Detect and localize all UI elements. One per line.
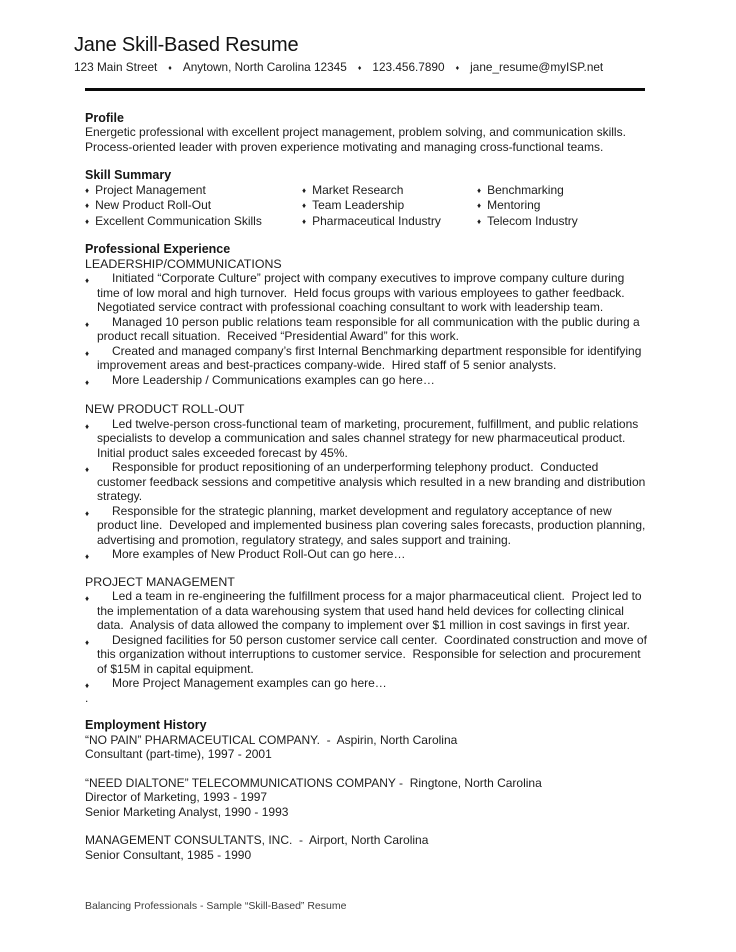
experience-group-title: PROJECT MANAGEMENT (85, 574, 235, 589)
bullet-text: More Leadership / Communications examples can go here… (112, 372, 435, 387)
contact-email: jane_resume@myISP.net (470, 60, 604, 74)
experience-heading: Professional Experience (85, 242, 231, 256)
diamond-bullet-icon: ♦ (85, 681, 90, 690)
experience-bullet (85, 547, 650, 562)
experience-group-product-rollout (85, 402, 650, 562)
header (74, 33, 650, 76)
experience-bullet (85, 271, 650, 315)
bullet-text: Created and managed company’s first Internal Benchmarking department responsible for identifying improvement areas and best-practices company-wide. Hired staff of 5 senior analysts. (97, 343, 645, 372)
diamond-bullet-icon: ♦ (85, 637, 90, 647)
skill-summary-heading: Skill Summary (85, 168, 172, 182)
skill-label: Team Leadership (312, 198, 405, 212)
skill-item (302, 198, 477, 214)
experience-bullet (85, 417, 650, 461)
bullet-text: Responsible for product repositioning of an underperforming telephony product. Conducted customer feedback sessions and competitive analysis which resulted in a new branding and distribution strategy. (97, 460, 649, 503)
bullet-text: Led twelve-person cross-functional team of marketing, procurement, fulfillment, and public relations specialists to develop a communication and sales channel strategy for new pharmaceutical product. Initial product sales exceeded forecast by 45%. (97, 416, 642, 460)
stray-period: . (85, 690, 89, 705)
section-employment-history (85, 718, 650, 862)
employment-company: “NO PAIN” PHARMACEUTICAL COMPANY. - Aspirin, North Carolina (85, 732, 458, 747)
experience-group-title: NEW PRODUCT ROLL-OUT (85, 402, 245, 416)
diamond-bullet-icon: ♦ (85, 348, 90, 358)
bullet-text: Initiated “Corporate Culture” project with company executives to improve company culture during time of low moral and high turnover. Held focus groups with various employees to gather feedback. Negotiated service contract with professional coaching consultant to work with leadership team. (97, 271, 632, 314)
diamond-bullet-icon: ♦ (85, 185, 90, 195)
skill-label: Project Management (95, 182, 206, 197)
section-experience (85, 242, 650, 705)
skill-column (302, 183, 477, 230)
skill-label: New Product Roll-Out (95, 198, 212, 212)
diamond-separator-icon: ♦ (168, 64, 172, 72)
skill-item (477, 214, 650, 230)
header-rule (85, 88, 645, 91)
skill-item (477, 183, 650, 199)
experience-group-project-management (85, 575, 650, 706)
diamond-bullet-icon: ♦ (477, 201, 482, 210)
diamond-bullet-icon: ♦ (477, 185, 482, 195)
bullet-text: More Project Management examples can go here… (112, 676, 387, 690)
diamond-bullet-icon: ♦ (477, 216, 482, 226)
section-skill-summary (85, 168, 650, 229)
contact-phone: 123.456.7890 (372, 60, 445, 74)
bullet-text: Designed facilities for 50 person customer service call center. Coordinated construction and move of this organization without interruptions to customer service. Responsible for selection and procurement of $15M in capital equipment. (97, 632, 651, 676)
experience-bullet (85, 589, 650, 633)
diamond-bullet-icon: ♦ (302, 216, 307, 226)
skill-item (302, 214, 477, 230)
skill-label: Pharmaceutical Industry (312, 213, 441, 228)
skill-label: Excellent Communication Skills (95, 213, 262, 228)
profile-heading: Profile (85, 110, 124, 125)
diamond-bullet-icon: ♦ (85, 377, 90, 387)
diamond-bullet-icon: ♦ (85, 201, 90, 210)
experience-bullet (85, 344, 650, 373)
diamond-bullet-icon: ♦ (85, 216, 90, 226)
skill-label: Market Research (312, 182, 404, 197)
employment-company: MANAGEMENT CONSULTANTS, INC. - Airport, North Carolina (85, 833, 429, 847)
employment-company: “NEED DIALTONE” TELECOMMUNICATIONS COMPANY - Ringtone, North Carolina (85, 775, 542, 790)
experience-bullet (85, 504, 650, 548)
skill-summary-grid (85, 183, 650, 230)
experience-bullet (85, 633, 650, 677)
diamond-bullet-icon: ♦ (85, 594, 90, 603)
diamond-bullet-icon: ♦ (85, 319, 90, 329)
diamond-bullet-icon: ♦ (85, 552, 90, 561)
skill-item (85, 214, 302, 230)
experience-bullet (85, 460, 650, 504)
profile-text: Energetic professional with excellent project management, problem solving, and communication skills. Process-oriented leader with proven experience motivating and managing cross-functional teams. (85, 125, 633, 154)
skill-label: Telecom Industry (487, 213, 578, 228)
page-title: Jane Skill-Based Resume (74, 34, 299, 56)
bullet-text: More examples of New Product Roll-Out can go here… (112, 547, 406, 561)
diamond-bullet-icon: ♦ (85, 508, 90, 518)
section-profile (85, 111, 650, 155)
diamond-bullet-icon: ♦ (85, 465, 90, 474)
bullet-text: Responsible for the strategic planning, market development and regulatory acceptance of new product line. Developed and implemented business plan covering sales forecasts, production planning, advertising and promotion, regulatory strategy, and sales support and training. (97, 503, 649, 547)
employment-role: Consultant (part-time), 1997 - 2001 (85, 747, 272, 761)
skill-item (85, 198, 302, 214)
employment-role: Director of Marketing, 1993 - 1997 (85, 790, 268, 804)
diamond-bullet-icon: ♦ (302, 185, 307, 195)
skill-label: Mentoring (487, 198, 541, 212)
employment-entry (85, 733, 650, 762)
diamond-bullet-icon: ♦ (302, 201, 307, 210)
skill-column (85, 183, 302, 230)
skill-item (85, 183, 302, 199)
experience-bullet (85, 373, 650, 388)
bullet-text: Led a team in re-engineering the fulfillment process for a major pharmaceutical client. Project led to the implementation of a data warehousing system that used hand held devices for collecting clinical data. Analysis of data allowed the company to implement over $1 million in cost savings in first year. (97, 589, 645, 632)
skill-column (477, 183, 650, 230)
diamond-bullet-icon: ♦ (85, 276, 90, 285)
contact-city: Anytown, North Carolina 12345 (182, 60, 347, 74)
employment-role: Senior Consultant, 1985 - 1990 (85, 847, 252, 862)
diamond-separator-icon: ♦ (455, 64, 460, 72)
page-footer: Balancing Professionals - Sample “Skill-Based” Resume (85, 900, 347, 912)
employment-entry (85, 776, 650, 820)
skill-item (477, 198, 650, 214)
employment-role: Senior Marketing Analyst, 1990 - 1993 (85, 804, 289, 819)
skill-item (302, 183, 477, 199)
contact-line (74, 60, 650, 76)
skill-label: Benchmarking (487, 182, 564, 197)
experience-group-leadership (85, 257, 650, 388)
contact-address: 123 Main Street (74, 60, 158, 74)
diamond-separator-icon: ♦ (357, 64, 362, 72)
diamond-bullet-icon: ♦ (85, 421, 90, 431)
experience-group-title: LEADERSHIP/COMMUNICATIONS (85, 256, 282, 271)
employment-entry (85, 833, 650, 862)
experience-bullet (85, 315, 650, 344)
experience-bullet (85, 676, 650, 691)
bullet-text: Managed 10 person public relations team responsible for all communication with the public during a product recall situation. Received “Presidential Award” for this work. (97, 314, 643, 343)
employment-heading: Employment History (85, 718, 207, 732)
